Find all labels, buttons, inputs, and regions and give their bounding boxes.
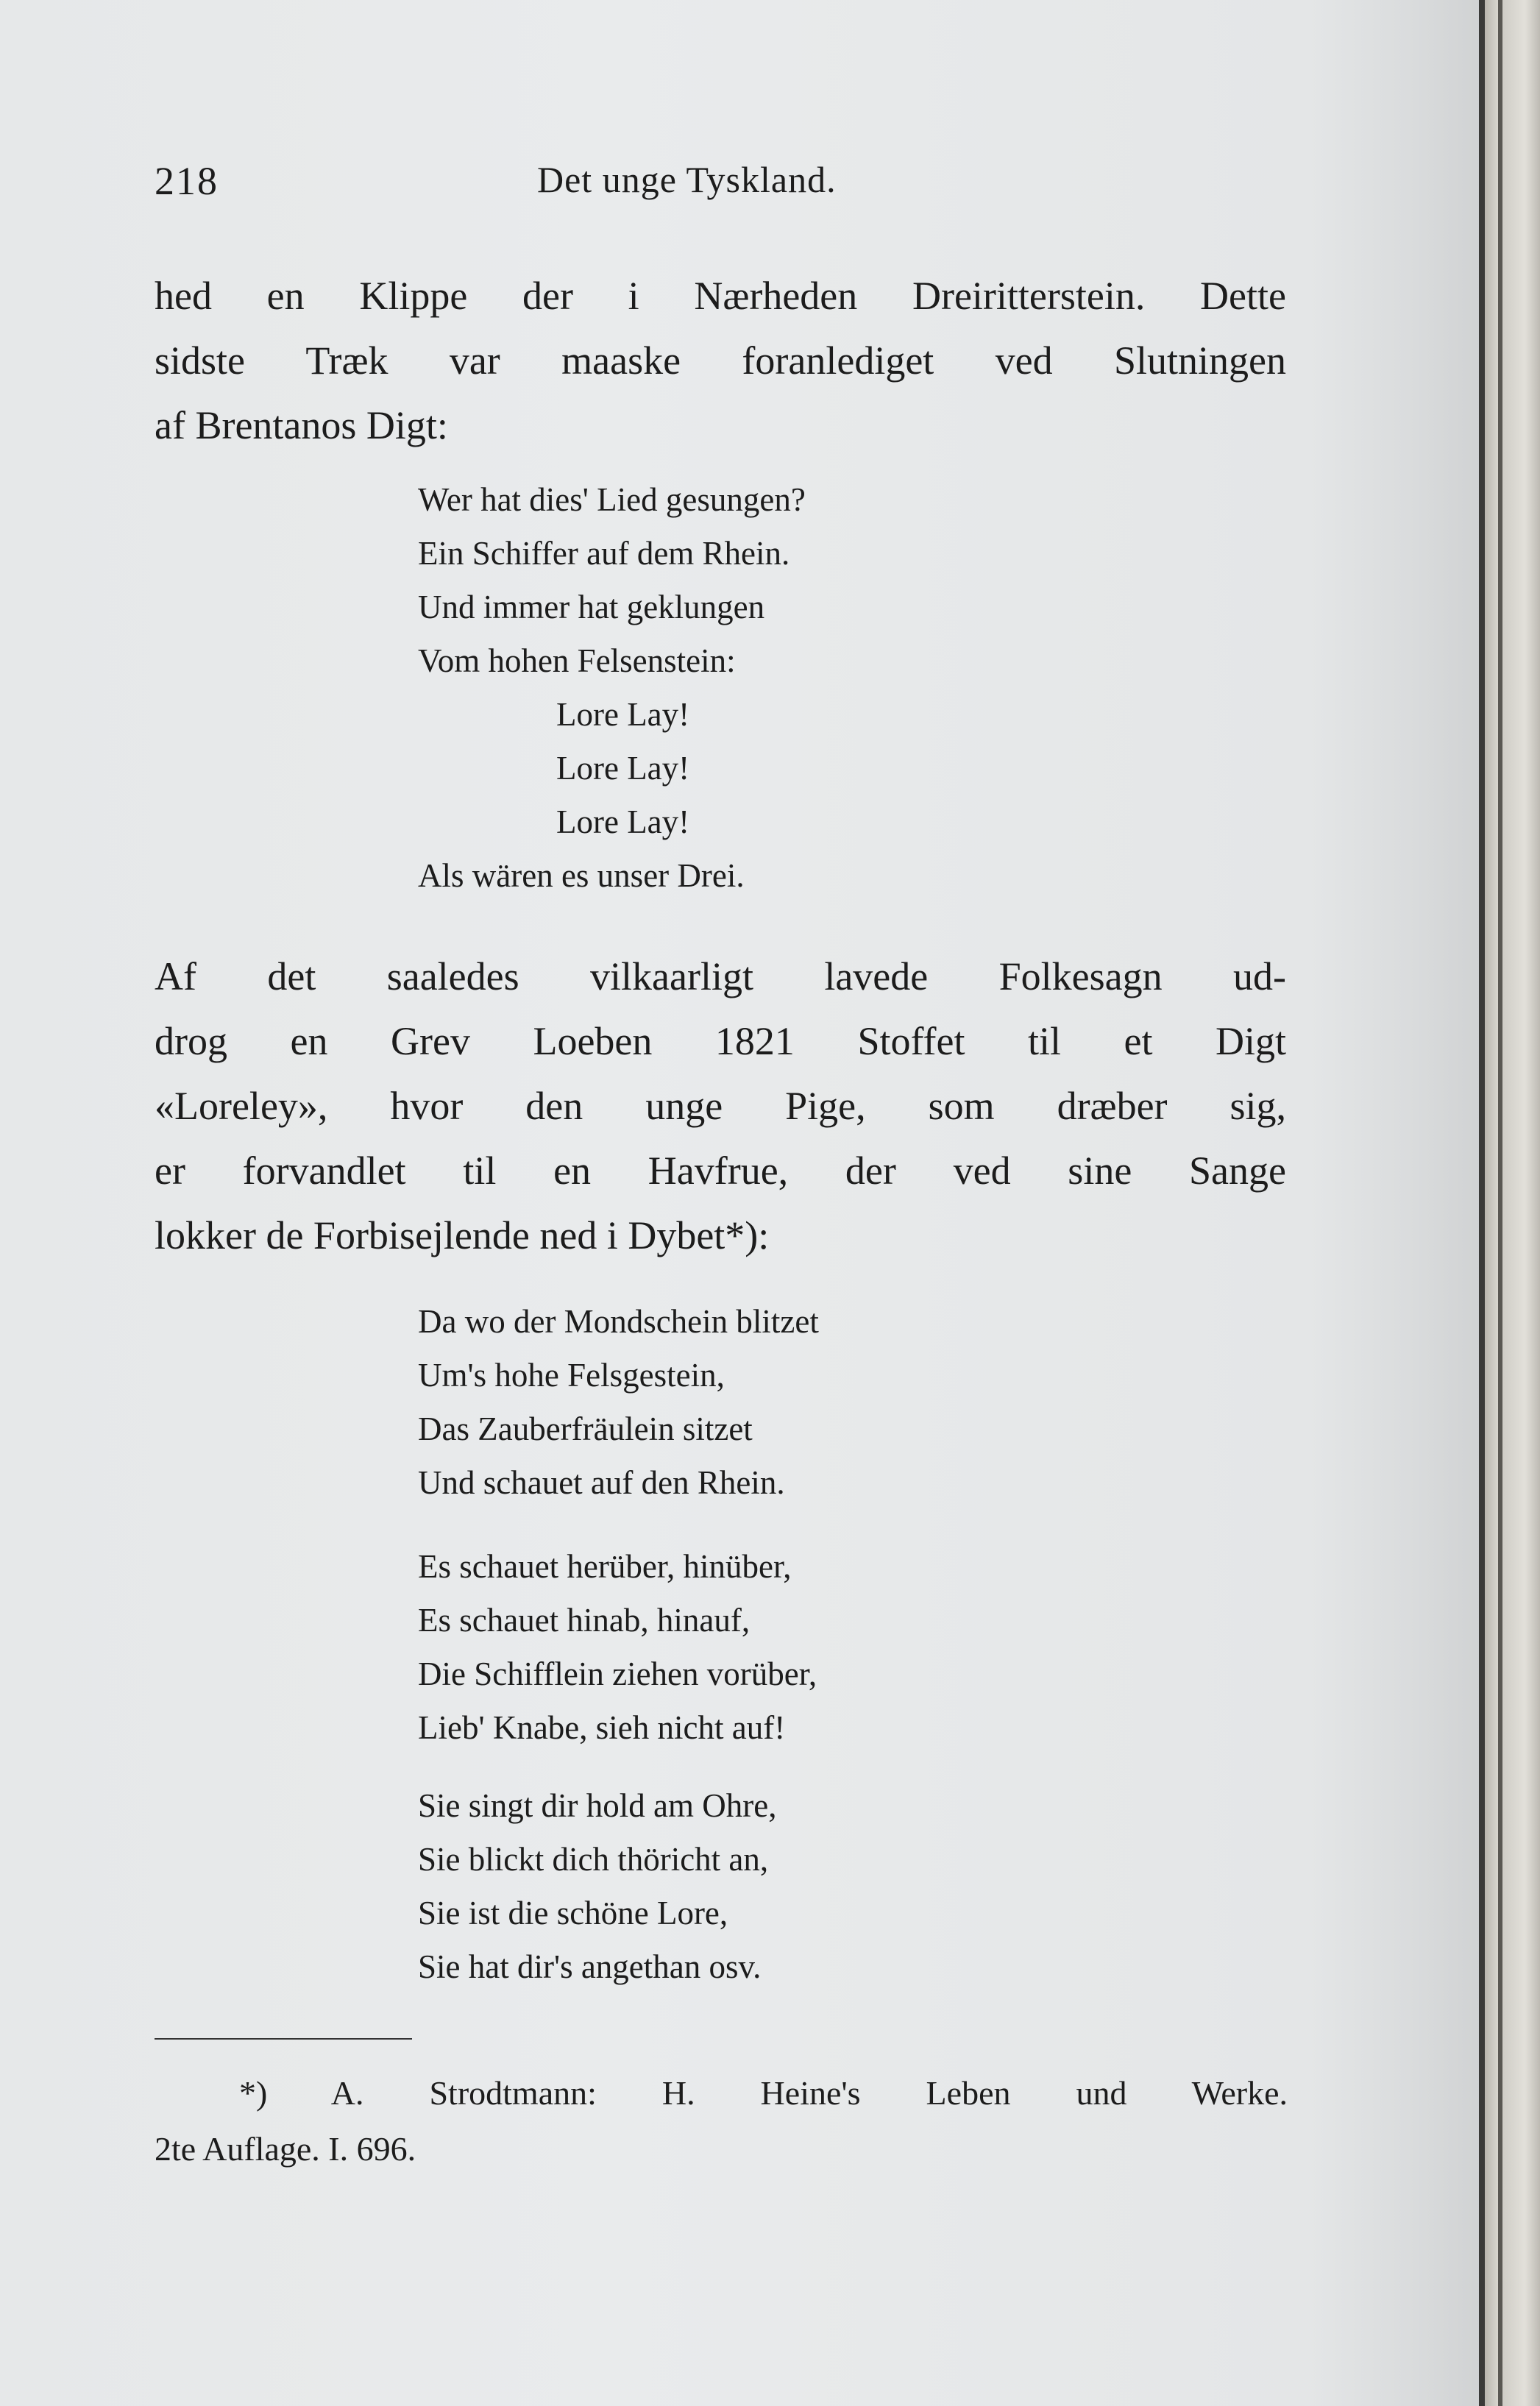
page-edge [1479, 0, 1485, 2406]
page-header [155, 158, 1280, 210]
verse-line: Es schauet hinab, hinauf, [418, 1602, 751, 1639]
page-edge [1485, 0, 1498, 2406]
paragraph-line: lokker de Forbisejlende ned i Dybet*): [155, 1213, 770, 1257]
verse-line: Es schauet herüber, hinüber, [418, 1548, 792, 1585]
verse-line: Sie blickt dich thöricht an, [418, 1841, 769, 1878]
paragraph-line: af Brentanos Digt: [155, 403, 448, 447]
poem-loeben-stanza [418, 1540, 817, 1755]
verse-line: Da wo der Mondschein blitzet [418, 1303, 819, 1340]
verse-line: Sie ist die schöne Lore, [418, 1895, 728, 1931]
poem-brentano [418, 473, 806, 903]
verse-line: Lore Lay! [556, 696, 690, 733]
verse-line: Lore Lay! [556, 750, 690, 787]
paragraph-line: er forvandlet til en Havfrue, der ved sine Sange [155, 1149, 1286, 1193]
verse-line: Sie hat dir's angethan osv. [418, 1948, 762, 1985]
verse-line: Lieb' Knabe, sieh nicht auf! [418, 1709, 786, 1746]
footnote-line: *) A. Strodtmann: H. Heine's Leben und Werke. [239, 2074, 1288, 2112]
verse-line: Die Schifflein ziehen vorüber, [418, 1656, 817, 1692]
poem-loeben-stanza [418, 1295, 819, 1510]
verse-line: Lore Lay! [556, 803, 690, 840]
verse-line: Sie singt dir hold am Ohre, [418, 1787, 777, 1824]
verse-line: Als wären es unser Drei. [418, 857, 745, 894]
paragraph-line: hed en Klippe der i Nærheden Dreiritterstein. Dette [155, 274, 1286, 318]
verse-line: Und immer hat geklungen [418, 589, 765, 625]
poem-loeben-stanza [418, 1779, 776, 1994]
paragraph-line: drog en Grev Loeben 1821 Stoffet til et Digt [155, 1019, 1286, 1063]
page-number: 218 [155, 159, 219, 203]
running-title: Det unge Tyskland. [537, 159, 837, 200]
paragraph-line: sidste Træk var maaske foranlediget ved Slutningen [155, 338, 1286, 383]
footnote-line: 2te Auflage. I. 696. [155, 2130, 416, 2168]
verse-line: Ein Schiffer auf dem Rhein. [418, 535, 790, 572]
verse-line: Und schauet auf den Rhein. [418, 1464, 785, 1501]
footnote-rule [155, 2038, 412, 2040]
paragraph-line: Af det saaledes vilkaarligt lavede Folkesagn ud- [155, 954, 1286, 998]
verse-line: Wer hat dies' Lied gesungen? [418, 481, 806, 518]
page-edge [1502, 0, 1540, 2406]
paragraph-line: «Loreley», hvor den unge Pige, som dræber sig, [155, 1084, 1286, 1128]
verse-line: Vom hohen Felsenstein: [418, 642, 736, 679]
verse-line: Das Zauberfräulein sitzet [418, 1410, 753, 1447]
verse-line: Um's hohe Felsgestein, [418, 1357, 725, 1394]
